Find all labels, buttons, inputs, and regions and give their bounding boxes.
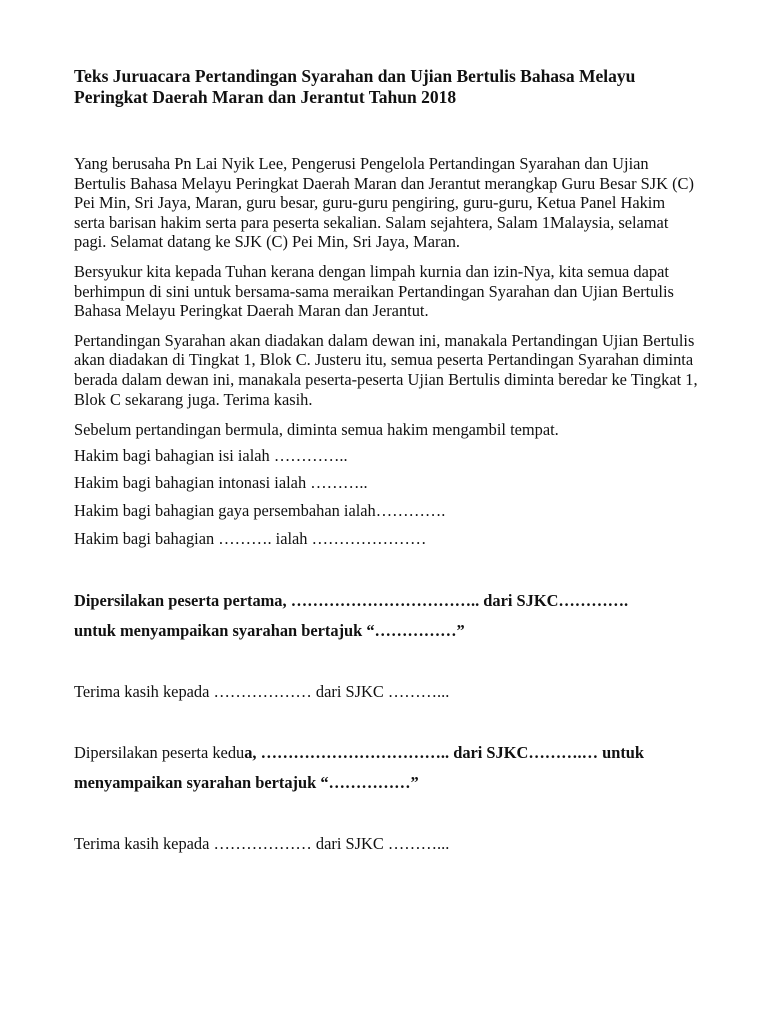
title-line-2: Peringkat Daerah Maran dan Jerantut Tahun 2018 (74, 87, 457, 107)
participant-1-line-1: Dipersilakan peserta pertama, …………………………….. dari SJKC…………. (74, 591, 629, 611)
title-line-1: Teks Juruacara Pertandingan Syarahan dan Ujian Bertulis Bahasa Melayu (74, 66, 636, 86)
document-title (74, 66, 698, 108)
participant-2-invitation (74, 738, 698, 798)
judge-line: Hakim bagi bahagian isi ialah ………….. (74, 445, 348, 465)
judge-line: Hakim bagi bahagian intonasi ialah ……….. (74, 473, 368, 493)
judge-line: Hakim bagi bahagian ………. ialah ………………… (74, 528, 427, 548)
participant-2-line-2: menyampaikan syarahan bertajuk “……………” (74, 772, 419, 792)
thanks-line-1: Terima kasih kepada ……………… dari SJKC ………... (74, 682, 450, 702)
venue-paragraph: Pertandingan Syarahan akan diadakan dalam dewan ini, manakala Pertandingan Ujian Bertulis akan diadakan di Tingkat 1, Blok C. Justeru itu, semua peserta Pertandingan Syarahan diminta berada dalam dewan ini, manakala peserta-peserta Ujian Bertulis diminta beredar ke Tingkat 1, Blok C sekarang juga. Terima kasih. (74, 330, 698, 409)
judge-line: Hakim bagi bahagian gaya persembahan ialah…………. (74, 500, 446, 520)
gratitude-paragraph: Bersyukur kita kepada Tuhan kerana dengan limpah kurnia dan izin-Nya, kita semua dapat berhimpun di sini untuk bersama-sama meraikan Pertandingan Syarahan dan Ujian Bertulis Bahasa Melayu Peringkat Daerah Maran dan Jerantut. (74, 261, 674, 321)
judges-intro-paragraph: Sebelum pertandingan bermula, diminta semua hakim mengambil tempat. (74, 420, 559, 440)
participant-2-line-1-bold: a, …………………………….. dari SJKC……….… untuk (244, 742, 645, 762)
greeting-paragraph: Yang berusaha Pn Lai Nyik Lee, Pengerusi Pengelola Pertandingan Syarahan dan Ujian Bertulis Bahasa Melayu Peringkat Daerah Maran dan Jerantut merangkap Guru Besar SJK (C) Pei Min, Sri Jaya, Maran, guru besar, guru-guru pengiring, guru-guru, Ketua Panel Hakim serta barisan hakim serta para peserta sekalian. Salam sejahtera, Salam 1Malaysia, selamat pagi. Selamat datang ke SJK (C) Pei Min, Sri Jaya, Maran. (74, 154, 694, 252)
document-page (74, 66, 698, 853)
participant-1-invitation (74, 586, 698, 646)
thanks-line-2: Terima kasih kepada ……………… dari SJKC ………... (74, 833, 450, 853)
participant-2-line-1-regular: Dipersilakan peserta kedu (74, 742, 245, 762)
participant-1-line-2: untuk menyampaikan syarahan bertajuk “……………” (74, 621, 465, 641)
